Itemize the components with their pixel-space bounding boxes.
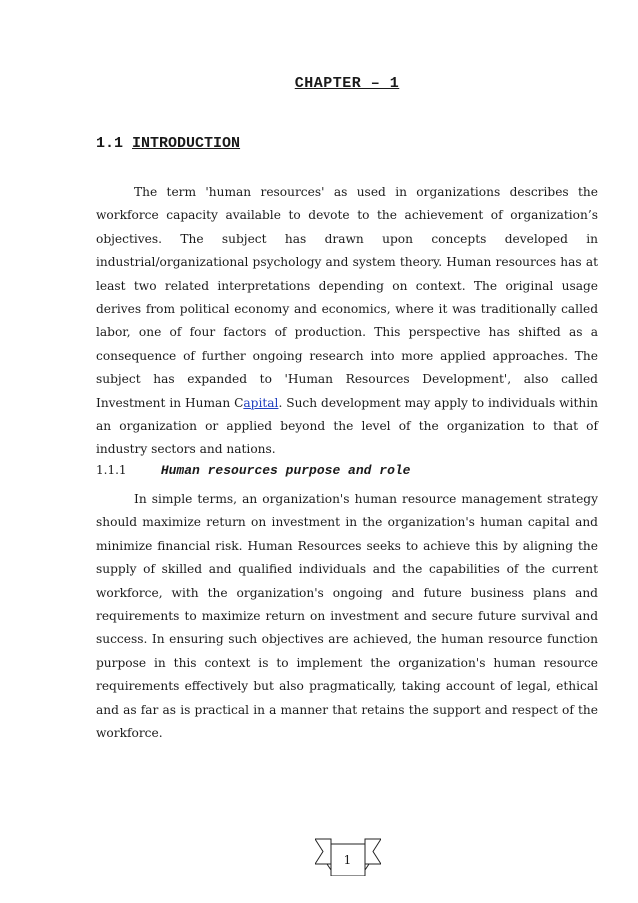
subsection-heading — [96, 463, 410, 478]
capital-link-text[interactable]: apital — [243, 395, 279, 410]
section-heading — [96, 135, 240, 152]
section-number: 1.1 — [96, 135, 124, 152]
page-number: 1 — [343, 853, 352, 867]
capital-link[interactable] — [243, 396, 278, 410]
intro-paragraph — [96, 181, 598, 462]
subsection-title: Human resources purpose and role — [160, 463, 411, 478]
chapter-heading: CHAPTER – 1 — [294, 75, 400, 92]
subsection-number: 1.1.1 — [96, 463, 127, 477]
purpose-paragraph — [96, 488, 598, 745]
intro-text-after-link: . Such development may apply to individuals within an organization or applied beyond the level of the organization to that of industry sectors and nations. — [96, 395, 598, 457]
purpose-text: In simple terms, an organization's human resource management strategy should maximize return on investment in the organization's human capital and minimize financial risk. Human Resources seeks to achieve this by aligning the supply of skilled and qualified individuals and the capabilities of the current workforce, with the organization's ongoing and future business plans and requirements to maximize return on investment and secure future survival and success. In ensuring such objectives are achieved, the human resource function purpose in this context is to implement the organization's human resource requirements effectively but also pragmatically, taking account of legal, ethical and as far as is practical in a manner that retains the support and respect of the workforce. — [96, 492, 598, 741]
section-title: INTRODUCTION — [132, 135, 241, 152]
intro-text-before-link: The term 'human resources' as used in organizations describes the workforce capacity available to devote to the achievement of organization’s objectives. The subject has drawn upon concepts developed in industrial/organizational psychology and system theory. Human resources has at least two related interpretations depending on context. The original usage derives from political economy and economics, where it was traditionally called labor, one of four factors of production. This perspective has shifted as a consequence of further ongoing research into more applied approaches. The subject has expanded to 'Human Resources Development', also called Investment in Human C — [96, 185, 598, 410]
